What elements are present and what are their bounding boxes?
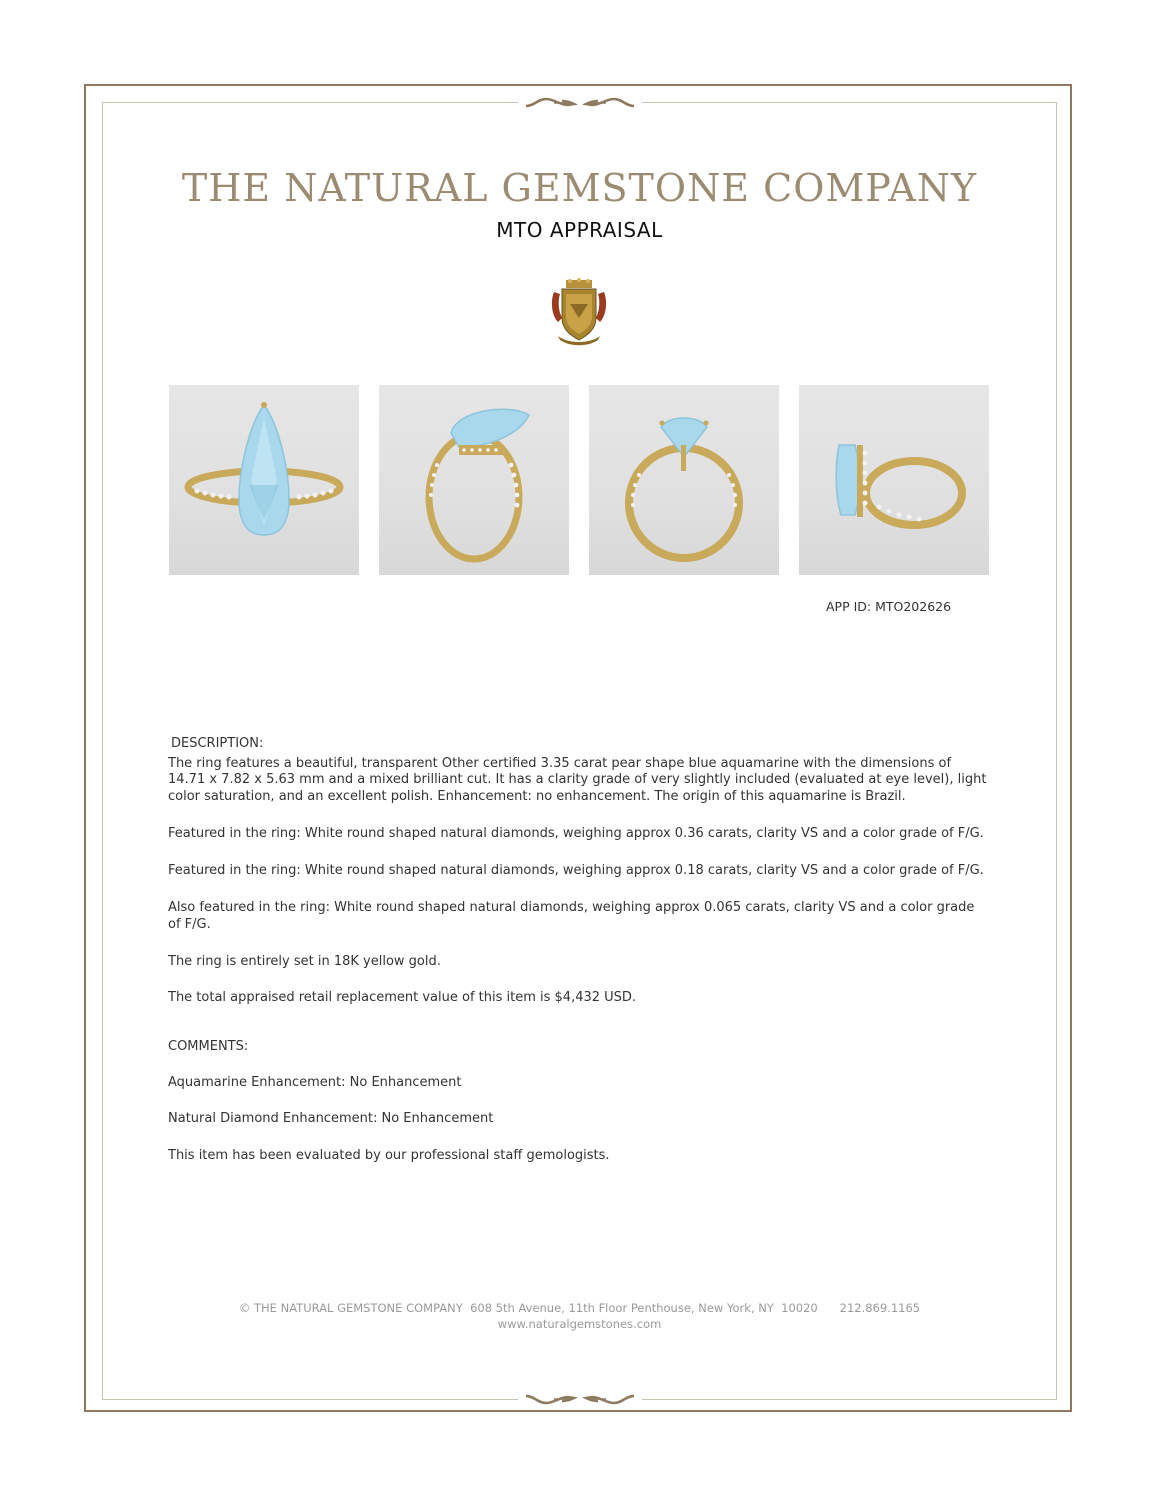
description-paragraph: Featured in the ring: White round shaped natural diamonds, weighing approx 0.18 carats, clarity VS and a color grade of F/G. bbox=[168, 863, 984, 879]
description-paragraph: The ring features a beautiful, transparent Other certified 3.35 carat pear shape blue aquamarine with the dimensions of 14.71 x 7.82 x 5.63 mm and a mixed brilliant cut. It has a clarity grade of very slightly included (evaluated at eye level), light color saturation, and an excellent polish. Enhancement: no enhancement. The origin of this aquamarine is Brazil. bbox=[168, 756, 987, 804]
comments-heading: COMMENTS: bbox=[168, 1038, 249, 1054]
description-paragraph: Featured in the ring: White round shaped natural diamonds, weighing approx 0.36 carats, clarity VS and a color grade of F/G. bbox=[168, 825, 984, 841]
ring-photo-side-view[interactable] bbox=[799, 385, 989, 575]
footer-website-link[interactable]: www.naturalgemstones.com bbox=[497, 1317, 662, 1331]
comment-item: Natural Diamond Enhancement: No Enhancement bbox=[168, 1111, 494, 1127]
ring-photo-angled-view[interactable] bbox=[379, 385, 569, 575]
company-title: THE NATURAL GEMSTONE COMPANY bbox=[181, 166, 978, 210]
comment-item: Aquamarine Enhancement: No Enhancement bbox=[168, 1074, 462, 1090]
page-footer bbox=[0, 1300, 1159, 1332]
description-paragraph: Also featured in the ring: White round shaped natural diamonds, weighing approx 0.065 carats, clarity VS and a color grade of F/G. bbox=[168, 900, 975, 932]
ring-photo-top-view[interactable] bbox=[169, 385, 359, 575]
appraisal-id: APP ID: MTO202626 bbox=[826, 599, 952, 614]
description-paragraph: The ring is entirely set in 18K yellow gold. bbox=[168, 954, 441, 970]
description-paragraph: The total appraised retail replacement value of this item is $4,432 USD. bbox=[168, 990, 637, 1006]
ring-photo-gallery bbox=[169, 385, 989, 575]
footer-address: © THE NATURAL GEMSTONE COMPANY 608 5th Avenue, 11th Floor Penthouse, New York, NY 10020 212.869.1165 bbox=[238, 1301, 921, 1315]
description-heading: DESCRIPTION: bbox=[171, 736, 264, 751]
appraisal-body bbox=[168, 736, 988, 1164]
comment-item: This item has been evaluated by our professional staff gemologists. bbox=[168, 1147, 610, 1163]
ring-photo-front-view[interactable] bbox=[589, 385, 779, 575]
heraldic-crest-logo-icon bbox=[548, 278, 610, 348]
top-flourish-ornament-icon bbox=[518, 94, 642, 110]
document-type-subtitle: MTO APPRAISAL bbox=[496, 218, 663, 242]
bottom-flourish-ornament-icon bbox=[518, 1392, 642, 1408]
